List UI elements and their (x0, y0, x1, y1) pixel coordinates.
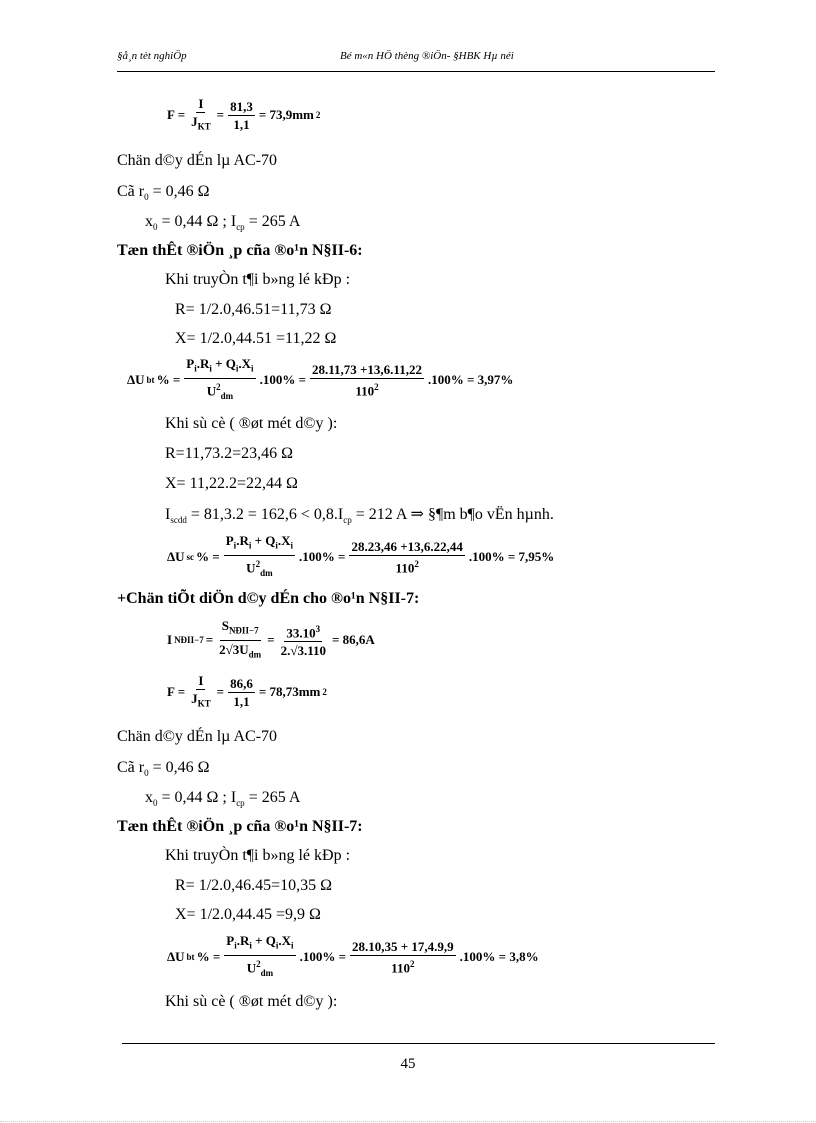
header-left: §å¸n tèt nghiÖp (117, 50, 187, 62)
text-conductor-choice-7: Chän d©y dÉn lµ AC-70 (117, 728, 278, 745)
text-X-fault: X= 11,22.2=22,44 Ω (165, 475, 298, 492)
heading-voltage-loss-7: Tæn thÊt ®iÖn ¸p cña ®o¹n N§II-7: (117, 818, 363, 835)
page-edge (0, 1121, 816, 1122)
text-double-line-7: Khi truyÒn t¶i b»ng lé kÐp : (165, 847, 351, 864)
text-R-7: R= 1/2.0,46.45=10,35 Ω (175, 877, 333, 894)
text-x0-icp-7: $x_0 = 0,44$ Ω ; $I_{cp} = 265$ A (145, 789, 301, 809)
formula-dU-bt-7: ΔU bt % = $\frac{P_i.R_i + Q_i.X_i}{U^2_{dm}}$ .100% = $\frac{28.10,35 + 17,4.9,9}{110^2}$ .100% = 3,8% (167, 933, 539, 978)
text-R-fault: R=11,73.2=23,46 Ω (165, 445, 294, 462)
text-r0: Cã $r_0 = 0,46$ Ω (117, 183, 210, 203)
text-fault: Khi sù cè ( ®øt mét d©y ): (165, 415, 338, 432)
text-R: R= 1/2.0,46.51=11,73 Ω (175, 301, 332, 318)
text-Iscdd: $I_{scdd} = 81,3.2 = 162,6 < 0,8.I_{cp} = 212$ A ⇒ §¶m b¶o vËn hµnh. (165, 506, 554, 526)
text-X-7: X= 1/2.0,44.45 =9,9 Ω (175, 906, 321, 923)
footer-rule (122, 1043, 715, 1044)
text-r0-7: Cã $r_0 = 0,46$ Ω (117, 759, 210, 779)
heading-voltage-loss-6: Tæn thÊt ®iÖn ¸p cña ®o¹n N§II-6: (117, 242, 363, 259)
formula-F-section6: F = $\frac{I}{J_{KT}}$ = $\frac{81,3}{1,1}$ = 73,9mm 2 (167, 96, 321, 132)
text-double-line: Khi truyÒn t¶i b»ng lé kÐp : (165, 271, 351, 288)
heading-section-7: +Chän tiÕt diÖn d©y dÉn cho ®o¹n N§II-7: (117, 590, 420, 607)
text-fault-7: Khi sù cè ( ®øt mét d©y ): (165, 993, 338, 1010)
formula-dU-bt-6: ΔU bt % = $\frac{P_i.R_i + Q_i.X_i}{U^2_{dm}}$ .100% = $\frac{28.11,73 +13,6.11,22}{110^2}$ .100% = 3,97% (127, 356, 514, 401)
text-x0-icp: $x_0 = 0,44$ Ω ; $I_{cp} = 265$ A (145, 213, 301, 233)
text-X: X= 1/2.0,44.51 =11,22 Ω (175, 330, 337, 347)
text-conductor-choice: Chän d©y dÉn lµ AC-70 (117, 152, 278, 169)
formula-dU-sc-6: ΔU sc % = $\frac{P_i.R_i + Q_i.X_i}{U^2_{dm}}$ .100% = $\frac{28.23,46 +13,6.22,44}{110^2}$ .100% = 7,95% (167, 533, 555, 578)
page-number: 45 (400, 1056, 416, 1072)
header-rule (117, 71, 715, 72)
header-center: Bé m«n HÖ thèng ®iÖn- §HBK Hµ néi (340, 50, 514, 62)
formula-F-section7: F = $\frac{I}{J_{KT}}$ = $\frac{86,6}{1,1}$ = 78,73mm 2 (167, 673, 327, 709)
formula-I-NDII7: I NĐII−7 = $\frac{S_{NĐII-7}}{2√3U_{dm}}$ = $\frac{33.10^3}{2.√3.110}$ = 86,6A (167, 618, 375, 660)
